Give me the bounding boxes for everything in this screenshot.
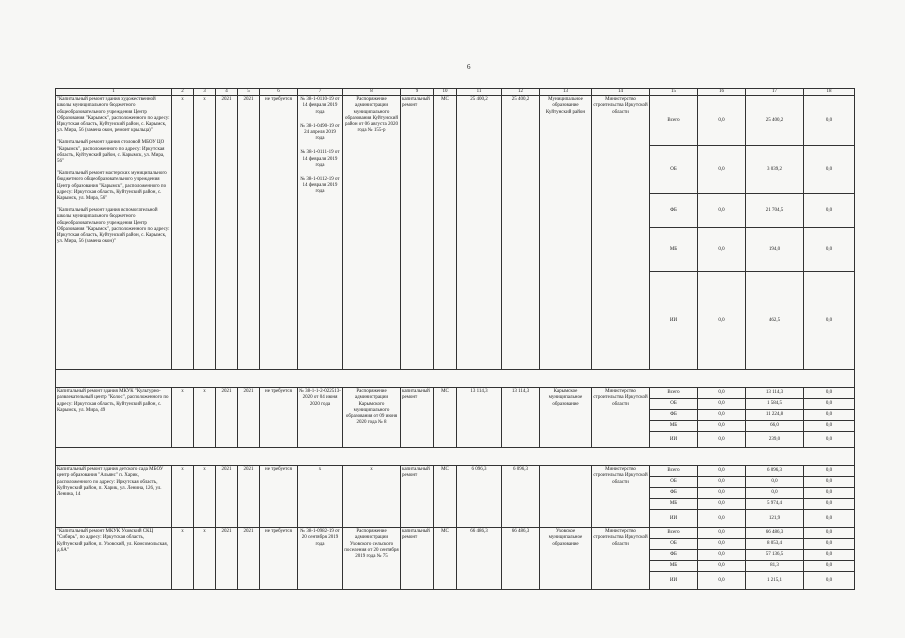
value-col18: 0,0 <box>804 194 855 228</box>
value-col16: 0,0 <box>698 488 746 499</box>
document-ref: № 38-1-0110-19 от 14 февраля 2019 года <box>300 97 340 115</box>
column-number-16: 16 <box>698 89 746 96</box>
page-number: 6 <box>467 63 471 71</box>
cell-year-end: 2021 <box>238 528 260 590</box>
cell-ministry: Министерство строительства Иркутской области <box>592 96 650 370</box>
funding-source: ОБ <box>650 399 698 410</box>
cell-work-type: капитальный ремонт <box>401 388 434 448</box>
value-col16: 0,0 <box>698 550 746 561</box>
value-col16: 0,0 <box>698 228 746 272</box>
value-col16: 0,0 <box>698 410 746 421</box>
spacer-cell <box>56 370 855 388</box>
value-col17: 194,0 <box>746 228 804 272</box>
value-col18: 0,0 <box>804 421 855 432</box>
cell-cost: 25 400,2 <box>502 96 540 370</box>
value-col17: 11 224,8 <box>746 410 804 421</box>
object-description <box>56 96 172 370</box>
document-ref: х <box>318 467 322 473</box>
cell-documents <box>298 466 343 528</box>
cell-col2: х <box>172 96 194 370</box>
column-number-3: 3 <box>194 89 216 96</box>
value-col18: 0,0 <box>804 466 855 477</box>
spacer-row <box>56 370 855 388</box>
value-col17: 21 704,5 <box>746 194 804 228</box>
column-number-17: 17 <box>746 89 804 96</box>
value-col16: 0,0 <box>698 146 746 194</box>
object-name: "Капитальный ремонт мастерских муниципального бюджетного общеобразовательного учреждения Центр образования "Карымск", расположенного по адресу: Иркутская область, Куйтунский район, с. Карымск, ул. Мира, 56" <box>57 171 167 202</box>
value-col17: 3 039,2 <box>746 146 804 194</box>
value-col16: 0,0 <box>698 399 746 410</box>
cell-documents <box>298 528 343 590</box>
value-col16: 0,0 <box>698 561 746 572</box>
funding-source: ФБ <box>650 194 698 228</box>
funding-source: ИИ <box>650 272 698 370</box>
document-ref: № 38-1-1-2-022513-2020 от 04 июня 2020 года <box>299 389 341 407</box>
value-col17: 0,0 <box>746 488 804 499</box>
funding-source: Всего <box>650 388 698 399</box>
cell-work-type: капитальный ремонт <box>401 96 434 370</box>
column-number-10: 10 <box>434 89 457 96</box>
value-col18: 0,0 <box>804 539 855 550</box>
cell-municipality: Уховское муниципальное образование <box>540 528 592 590</box>
funding-source: МБ <box>650 421 698 432</box>
column-number-1: 1 <box>56 89 172 96</box>
document-ref: № 38-1-0982-19 от 20 сентября 2019 года <box>300 529 340 547</box>
cell-year-end: 2021 <box>238 466 260 528</box>
value-col16: 0,0 <box>698 421 746 432</box>
cell-ministry: Министерство строительства Иркутской области <box>592 388 650 448</box>
spacer-cell <box>56 448 855 466</box>
cell-cost: 6 096,3 <box>502 466 540 528</box>
cell-col3: х <box>194 528 216 590</box>
value-col18: 0,0 <box>804 410 855 421</box>
funding-source: ОБ <box>650 146 698 194</box>
column-number-6: 6 <box>260 89 298 96</box>
value-col16: 0,0 <box>698 477 746 488</box>
value-col17: 66,0 <box>746 421 804 432</box>
cell-ownership: МС <box>434 96 457 370</box>
objects-table <box>55 88 855 590</box>
value-col18: 0,0 <box>804 561 855 572</box>
value-col16: 0,0 <box>698 572 746 590</box>
value-col18: 0,0 <box>804 432 855 448</box>
cell-year-start: 2021 <box>216 388 238 448</box>
cell-year-start: 2021 <box>216 96 238 370</box>
cell-ownership: МС <box>434 466 457 528</box>
value-col16: 0,0 <box>698 528 746 539</box>
value-col16: 0,0 <box>698 388 746 399</box>
value-col16: 0,0 <box>698 96 746 146</box>
value-col17: 1 584,5 <box>746 399 804 410</box>
cell-ministry: Министерство строительства Иркутской области <box>592 528 650 590</box>
value-col18: 0,0 <box>804 388 855 399</box>
cell-municipality: Карымское муниципальное образование <box>540 388 592 448</box>
object-name: Капитальный ремонт здания МКУК "Культурно-развлекательный центр "Колос", расположенного по адресу: Иркутская область, Куйтунский район, с. Карымск, ул. Мира, 49 <box>57 389 169 413</box>
value-col17: 462,5 <box>746 272 804 370</box>
funding-source: ФБ <box>650 550 698 561</box>
cell-ownership: МС <box>434 528 457 590</box>
column-number-18: 18 <box>804 89 855 96</box>
cell-cost: 13 114,3 <box>502 388 540 448</box>
column-number-12: 12 <box>502 89 540 96</box>
cell-col2: х <box>172 388 194 448</box>
column-number-15: 15 <box>650 89 698 96</box>
cell-expertise: не требуется <box>260 388 298 448</box>
value-col18: 0,0 <box>804 550 855 561</box>
cell-col2: х <box>172 466 194 528</box>
value-col17: 66 486,3 <box>746 528 804 539</box>
cell-municipality: Муниципальное образование Куйтунский район <box>540 96 592 370</box>
object-description <box>56 388 172 448</box>
table-row <box>56 528 855 539</box>
object-description <box>56 528 172 590</box>
funding-source: Всего <box>650 528 698 539</box>
value-col17: 5 974,4 <box>746 499 804 510</box>
cell-year-end: 2021 <box>238 388 260 448</box>
value-col16: 0,0 <box>698 272 746 370</box>
cell-decree: Распоряжение администрации муниципального образования Куйтунский район от 06 августа 2020 года № 155-р <box>343 96 401 370</box>
column-number-4: 4 <box>216 89 238 96</box>
table-row <box>56 96 855 146</box>
object-name: "Капитальный ремонт здания художественной школы муниципального бюджетного общеобразовательного учреждения Центр Образования "Карымск", расположенного по адресу: Иркутская область, Куйтунский район, с. Карымск, ул. Мира, 56 (замена окон, ремонт крыльца)" <box>57 97 170 134</box>
cell-expertise: не требуется <box>260 96 298 370</box>
funding-source: Всего <box>650 96 698 146</box>
cell-total-cost: 25 400,2 <box>457 96 502 370</box>
object-name: "Капитальный ремонт здания вспомогательной школы муниципального бюджетного общеобразовательного учреждения Центр Образования "Карымск", расположенного по адресу: Иркутская область, Куйтунский район, с. Карымск, ул. Мира, 56 (замена окон)" <box>57 208 170 245</box>
column-number-11: 11 <box>457 89 502 96</box>
value-col16: 0,0 <box>698 539 746 550</box>
funding-source: ОБ <box>650 539 698 550</box>
document-ref: № 38-1-0112-19 от 14 февраля 2019 года <box>300 177 340 195</box>
value-col18: 0,0 <box>804 272 855 370</box>
cell-ownership: МС <box>434 388 457 448</box>
column-number-13: 13 <box>540 89 592 96</box>
value-col18: 0,0 <box>804 528 855 539</box>
value-col17: 1 215,1 <box>746 572 804 590</box>
funding-source: МБ <box>650 499 698 510</box>
value-col16: 0,0 <box>698 510 746 528</box>
cell-work-type: капитальный ремонт <box>401 528 434 590</box>
object-name: "Капитальный ремонт здания столовой МБОУ ЦО "Карымск", расположенного по адресу: Иркутская область, Куйтунский район, с. Карымск, ул. Мира, 56" <box>57 140 165 165</box>
value-col17: 25 400,2 <box>746 96 804 146</box>
cell-col3: х <box>194 96 216 370</box>
column-number-14: 14 <box>592 89 650 96</box>
cell-total-cost: 66 486,3 <box>457 528 502 590</box>
cell-municipality <box>540 466 592 528</box>
value-col17: 57 136,5 <box>746 550 804 561</box>
value-col16: 0,0 <box>698 432 746 448</box>
value-col16: 0,0 <box>698 466 746 477</box>
cell-total-cost: 6 096,3 <box>457 466 502 528</box>
value-col17: 81,3 <box>746 561 804 572</box>
cell-expertise: не требуется <box>260 528 298 590</box>
column-number-5: 5 <box>238 89 260 96</box>
value-col18: 0,0 <box>804 146 855 194</box>
value-col18: 0,0 <box>804 477 855 488</box>
cell-year-start: 2021 <box>216 466 238 528</box>
cell-decree: х <box>343 466 401 528</box>
value-col17: 13 114,3 <box>746 388 804 399</box>
value-col18: 0,0 <box>804 399 855 410</box>
funding-source: ФБ <box>650 488 698 499</box>
funding-source: Всего <box>650 466 698 477</box>
cell-year-end: 2021 <box>238 96 260 370</box>
cell-col3: х <box>194 466 216 528</box>
column-number-row <box>56 89 855 96</box>
column-number-2: 2 <box>172 89 194 96</box>
value-col18: 0,0 <box>804 510 855 528</box>
value-col17: 121,9 <box>746 510 804 528</box>
object-name: "Капитальный ремонт МКУК Уховский СКЦ "Сибирь", по адресу: Иркутская область, Куйтунский район, п. Уховский, ул. Комсомольская, д.6А" <box>57 529 168 553</box>
cell-decree: Распоряжение администрации Карымского муниципального образования от 09 июня 2020 года № 8 <box>343 388 401 448</box>
funding-source: МБ <box>650 228 698 272</box>
value-col18: 0,0 <box>804 228 855 272</box>
cell-documents <box>298 388 343 448</box>
funding-source: ИИ <box>650 510 698 528</box>
value-col17: 239,0 <box>746 432 804 448</box>
cell-documents <box>298 96 343 370</box>
cell-col2: х <box>172 528 194 590</box>
value-col18: 0,0 <box>804 96 855 146</box>
object-description <box>56 466 172 528</box>
value-col18: 0,0 <box>804 488 855 499</box>
cell-cost: 66 486,3 <box>502 528 540 590</box>
value-col16: 0,0 <box>698 499 746 510</box>
cell-col3: х <box>194 388 216 448</box>
value-col17: 8 053,4 <box>746 539 804 550</box>
value-col18: 0,0 <box>804 499 855 510</box>
document-ref: № 38-1-0111-19 от 14 февраля 2019 года <box>300 150 340 168</box>
column-number-8: 8 <box>343 89 401 96</box>
document-ref: № 38-1-0490-19 от 24 апреля 2019 года <box>300 123 340 142</box>
value-col18: 0,0 <box>804 572 855 590</box>
object-name: Капитальный ремонт здания детского сада МБОУ центр образования "Альянс" п. Харик, расположенного по адресу: Иркутская область, Куйтунский район, п. Харик, ул. Ленина, 126, ул. Ленина, 14 <box>57 467 164 498</box>
column-number-7: 7 <box>298 89 343 96</box>
funding-source: МБ <box>650 561 698 572</box>
cell-expertise: не требуется <box>260 466 298 528</box>
cell-work-type: капитальный ремонт <box>401 466 434 528</box>
funding-source: ОБ <box>650 477 698 488</box>
spacer-row <box>56 448 855 466</box>
table-row <box>56 466 855 477</box>
cell-decree: Распоряжение администрации Уховского сельского поселения от 20 сентября 2019 года № 75 <box>343 528 401 590</box>
value-col17: 6 096,3 <box>746 466 804 477</box>
cell-total-cost: 13 114,3 <box>457 388 502 448</box>
value-col16: 0,0 <box>698 194 746 228</box>
cell-year-start: 2021 <box>216 528 238 590</box>
funding-source: ИИ <box>650 432 698 448</box>
funding-source: ИИ <box>650 572 698 590</box>
funding-source: ФБ <box>650 410 698 421</box>
value-col17: 0,0 <box>746 477 804 488</box>
cell-ministry: Министерство строительства Иркутской области <box>592 466 650 528</box>
column-number-9: 9 <box>401 89 434 96</box>
table-row <box>56 388 855 399</box>
